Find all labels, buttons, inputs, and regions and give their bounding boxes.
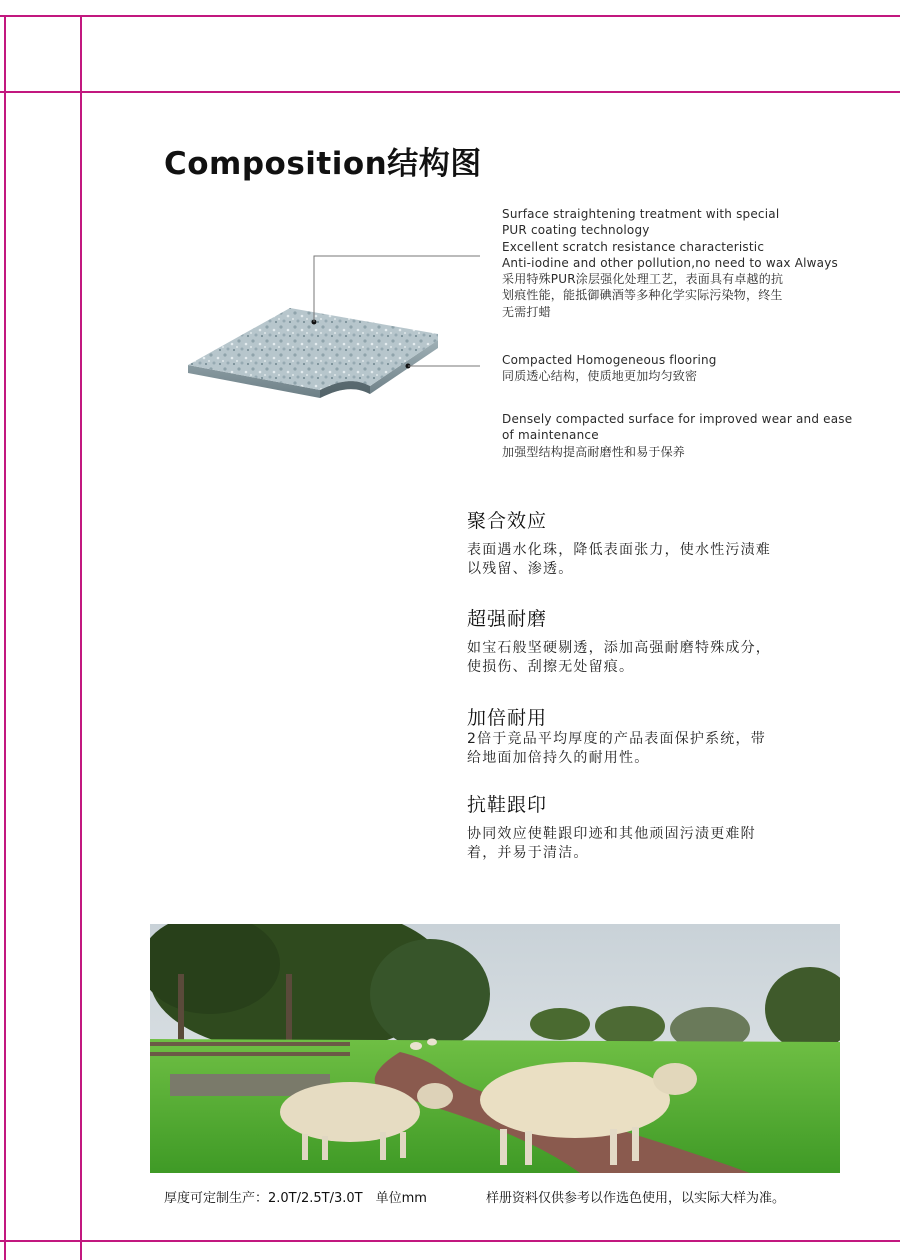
feature-title: 加倍耐用 xyxy=(467,707,548,729)
desc-line: Densely compacted surface for improved wear and ease xyxy=(502,412,853,426)
callout-leader-lines xyxy=(300,250,490,380)
layer-description-dense xyxy=(502,411,852,460)
guide-line-bottom xyxy=(0,1240,900,1242)
feature-title: 聚合效应 xyxy=(467,510,548,532)
layer-description-surface xyxy=(502,206,838,320)
footer-disclaimer: 样册资料仅供参考以作选色使用，以实际大样为准。 xyxy=(486,1191,786,1206)
sheep-pasture-photo xyxy=(150,924,840,1173)
desc-line: 同质透心结构，使质地更加均匀致密 xyxy=(502,369,698,384)
desc-line: 采用特殊PUR涂层强化处理工艺，表面具有卓越的抗 xyxy=(502,272,784,287)
feature-title: 超强耐磨 xyxy=(467,608,548,630)
desc-line: Excellent scratch resistance characteristic xyxy=(502,239,765,254)
layer-description-homogeneous xyxy=(502,352,717,385)
feature-durability xyxy=(467,703,797,768)
guide-line-header xyxy=(0,91,900,93)
feature-text: 2倍于竞品平均厚度的产品表面保护系统，带 xyxy=(467,731,766,747)
desc-line: PUR coating technology xyxy=(502,223,650,238)
feature-title: 抗鞋跟印 xyxy=(467,794,548,816)
feature-heel-mark-resistance xyxy=(467,790,797,863)
desc-line: 加强型结构提高耐磨性和易于保养 xyxy=(502,444,686,459)
footer-thickness-note: 厚度可定制生产：2.0T/2.5T/3.0T 单位mm xyxy=(164,1191,427,1206)
guide-line-top xyxy=(0,15,900,17)
feature-text: 给地面加倍持久的耐用性。 xyxy=(467,750,650,766)
guide-line-left-outer xyxy=(4,15,6,1260)
desc-line: 无需打蜡 xyxy=(502,304,551,319)
feature-polymerization xyxy=(467,506,797,579)
desc-line: Compacted Homogeneous flooring xyxy=(502,353,717,367)
desc-line: of maintenance xyxy=(502,428,599,443)
feature-text: 表面遇水化珠，降低表面张力，使水性污渍难 xyxy=(467,542,771,558)
page-title: Composition结构图 xyxy=(164,146,482,182)
desc-line: 划痕性能，能抵御碘酒等多种化学实际污染物，终生 xyxy=(502,288,783,303)
feature-text: 如宝石般坚硬剔透，添加高强耐磨特殊成分， xyxy=(467,640,771,656)
feature-text: 着，并易于清洁。 xyxy=(467,845,589,861)
feature-text: 协同效应使鞋跟印迹和其他顽固污渍更难附 xyxy=(467,826,756,842)
desc-line: Surface straightening treatment with special xyxy=(502,207,780,221)
feature-text: 使损伤、刮擦无处留痕。 xyxy=(467,659,635,675)
desc-line: Anti-iodine and other pollution,no need to wax Always xyxy=(502,255,838,270)
feature-wear-resistance xyxy=(467,604,797,677)
feature-text: 以残留、渗透。 xyxy=(467,561,574,577)
guide-line-left-inner xyxy=(80,15,82,1260)
